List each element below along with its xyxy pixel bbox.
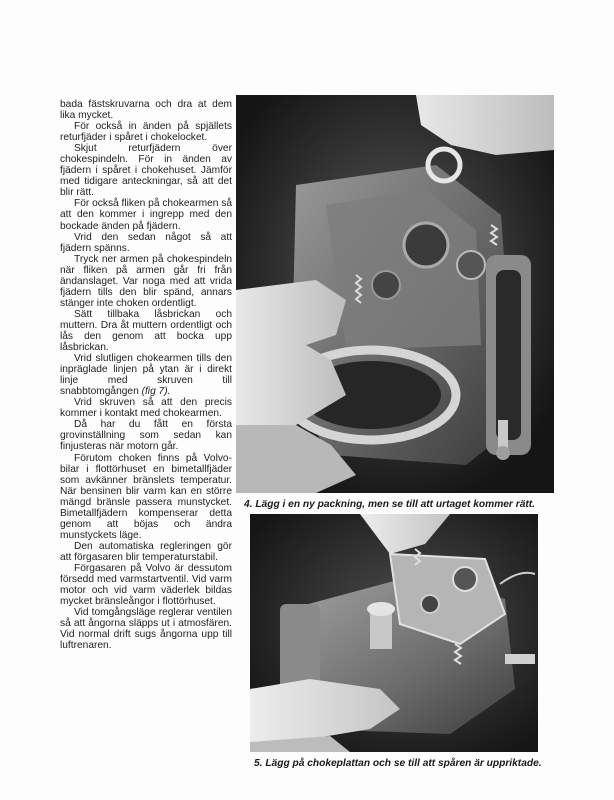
carburettor-gasket-illustration [236, 95, 554, 493]
paragraph-10: Då har du fått en första grovinställning som sedan kan finjusteras när motorn går. [60, 419, 232, 453]
paragraph-6: Tryck ner armen på chokespindeln när fliken på armen går fri från ändanslaget. Var noga med att vrida fjädern tills den blir spänd, annars stänger inte choken ordentligt. [60, 253, 232, 309]
figure-5-caption: 5. Lägg på chokeplattan och se till att spåren är uppriktade. [254, 758, 542, 769]
paragraph-2: För också in änden på spjällets returfjäder i spåret i chokelocket. [60, 121, 232, 144]
figure-reference: (fig 7). [141, 386, 171, 398]
paragraph-1: bada fästskruvarna och dra at dem lika mycket. [60, 99, 232, 122]
paragraph-11: Förutom choken finns på Volvo-bilar i flottörhuset en bimetallfjäder som avkänner bränslets temperatur. När bensinen blir varm kan en större mängd bränsle passera munstycket. Bimetallfjädern kompenserar detta genom att böjas och ändra munstyckets läge. [60, 452, 232, 541]
figure-5-photo [250, 514, 538, 752]
paragraph-4: För också fliken på chokearmen så att den kommer i ingrepp med den bockade änden på fjädern. [60, 198, 232, 232]
paragraph-12: Den automatiska regleringen gör att förgasaren blir temperaturstabil. [60, 540, 232, 563]
paragraph-9: Vrid skruven så att den precis kommer i kontakt med chokearmen. [60, 397, 232, 420]
text-column [60, 99, 232, 651]
figure-4-photo [236, 95, 554, 493]
paragraph-8 [60, 353, 232, 397]
figure-4-caption: 4. Lägg i en ny packning, men se till att urtaget kommer rätt. [244, 499, 535, 510]
paragraph-13: Förgasaren på Volvo är dessutom försedd med varmstartventil. Vid varm motor och vid varm väderlek bildas mycket bränsleångor i flottörhuset. [60, 562, 232, 608]
paragraph-7: Sätt tillbaka låsbrickan och muttern. Dra åt muttern ordentligt och lås den genom att bocka upp låsbrickan. [60, 308, 232, 354]
paragraph-14: Vid tomgångsläge reglerar ventilen så att ångorna släpps ut i atmosfären. Vid normal drift sugs ångorna upp till luftrenaren. [60, 607, 232, 652]
paragraph-5: Vrid den sedan något så att fjädern spänns. [60, 231, 232, 254]
choke-plate-illustration [250, 514, 538, 752]
paragraph-3: Skjut returfjädern över chokespindeln. För in änden av fjädern i spåret i chokehuset. Jämför med tidigare anteckningar, så att det blir rätt. [60, 143, 232, 199]
paragraph-8-text: Vrid slutligen chokearmen tills den inpräglade linjen på ytan är i direkt linje med skruven till snabbtomgången [60, 353, 232, 398]
